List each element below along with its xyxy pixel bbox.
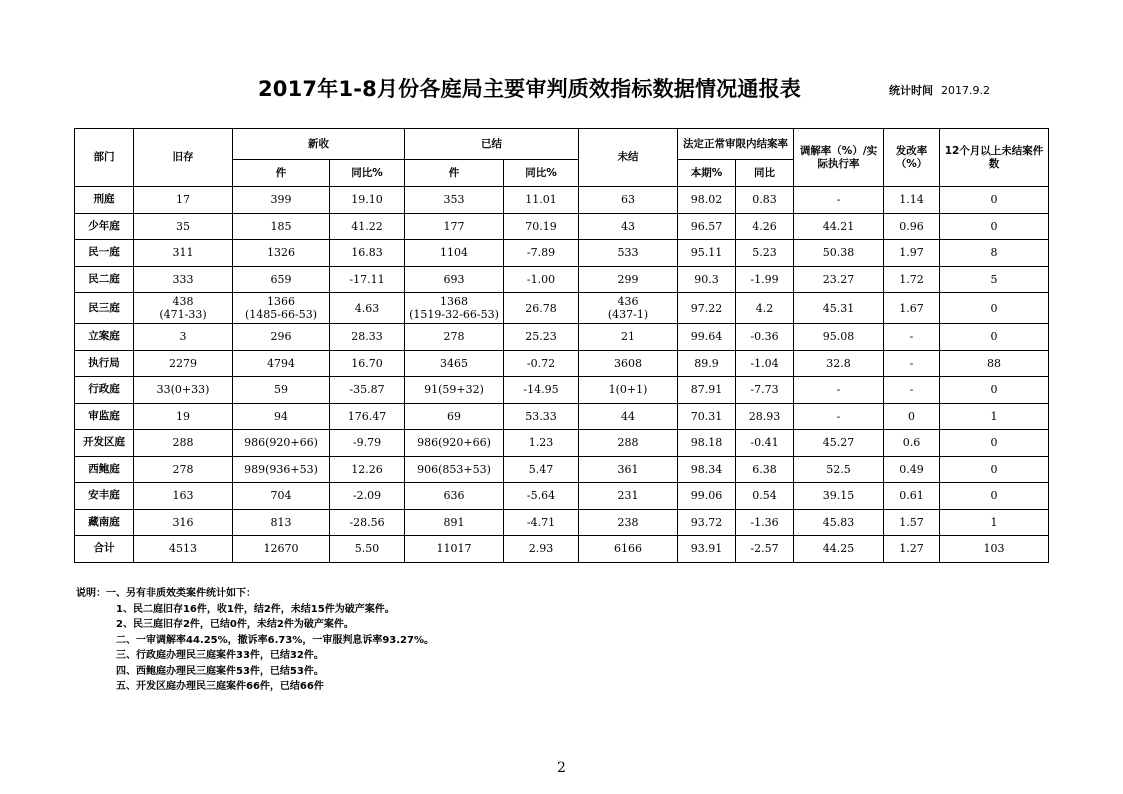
header-dept: 部门 xyxy=(75,129,134,187)
cell-rate-compare: 4.26 xyxy=(736,213,794,240)
cell-pending: 299 xyxy=(579,266,678,293)
cell-closed-count: 3465 xyxy=(405,350,504,377)
cell-remand-rate: 0.96 xyxy=(884,213,940,240)
cell-new-yoy: -2.09 xyxy=(330,483,405,510)
cell-old-stock-value: 438 xyxy=(172,295,194,308)
cell-closed-yoy: 2.93 xyxy=(504,536,579,563)
cell-closed-count: 906(853+53) xyxy=(405,456,504,483)
cell-closed-yoy: 25.23 xyxy=(504,324,579,351)
cell-dept: 合计 xyxy=(75,536,134,563)
cell-rate-current: 99.06 xyxy=(678,483,736,510)
cell-dept: 执行局 xyxy=(75,350,134,377)
cell-closed-count: 278 xyxy=(405,324,504,351)
cell-dept: 民三庭 xyxy=(75,293,134,324)
cell-rate-current: 89.9 xyxy=(678,350,736,377)
cell-dept: 民一庭 xyxy=(75,240,134,267)
cell-remand-rate: - xyxy=(884,350,940,377)
cell-old-stock-breakdown: (471-33) xyxy=(159,308,207,321)
cell-over-12-months: 0 xyxy=(940,187,1049,214)
cell-over-12-months: 88 xyxy=(940,350,1049,377)
cell-rate-current: 70.31 xyxy=(678,403,736,430)
cell-old-stock: 3 xyxy=(134,324,233,351)
table-row xyxy=(75,403,1049,430)
note-line: 五、开发区庭办理民三庭案件66件，已结66件 xyxy=(116,681,324,692)
cell-remand-rate: 1.14 xyxy=(884,187,940,214)
cell-closed-yoy: 1.23 xyxy=(504,430,579,457)
cell-rate-current: 98.34 xyxy=(678,456,736,483)
cell-old-stock: 278 xyxy=(134,456,233,483)
cell-closed-count xyxy=(405,293,504,324)
cell-mediation-rate: 52.5 xyxy=(794,456,884,483)
cell-old-stock: 288 xyxy=(134,430,233,457)
cell-over-12-months: 103 xyxy=(940,536,1049,563)
table-row xyxy=(75,509,1049,536)
cell-over-12-months: 1 xyxy=(940,403,1049,430)
cell-pending: 361 xyxy=(579,456,678,483)
cell-mediation-rate: 45.83 xyxy=(794,509,884,536)
cell-closed-yoy: -7.89 xyxy=(504,240,579,267)
cell-remand-rate: 0.6 xyxy=(884,430,940,457)
cell-rate-current: 98.02 xyxy=(678,187,736,214)
cell-pending: 238 xyxy=(579,509,678,536)
cell-remand-rate: - xyxy=(884,377,940,404)
cell-closed-count-breakdown: (1519-32-66-53) xyxy=(409,308,499,321)
cell-pending: 3608 xyxy=(579,350,678,377)
cell-dept: 开发区庭 xyxy=(75,430,134,457)
cell-dept: 民二庭 xyxy=(75,266,134,293)
cell-new-yoy: -35.87 xyxy=(330,377,405,404)
cell-dept: 行政庭 xyxy=(75,377,134,404)
cell-closed-count: 69 xyxy=(405,403,504,430)
cell-old-stock: 333 xyxy=(134,266,233,293)
cell-old-stock: 17 xyxy=(134,187,233,214)
cell-mediation-rate: 45.31 xyxy=(794,293,884,324)
header-new-yoy: 同比% xyxy=(330,160,405,187)
cell-closed-count: 693 xyxy=(405,266,504,293)
table-row xyxy=(75,187,1049,214)
cell-new-yoy: -17.11 xyxy=(330,266,405,293)
cell-new-count: 185 xyxy=(233,213,330,240)
table-row xyxy=(75,324,1049,351)
cell-pending-value: 436 xyxy=(617,295,639,308)
cell-mediation-rate: - xyxy=(794,187,884,214)
cell-rate-current: 98.18 xyxy=(678,430,736,457)
report-table xyxy=(74,128,1049,563)
cell-closed-yoy: -1.00 xyxy=(504,266,579,293)
cell-mediation-rate: 95.08 xyxy=(794,324,884,351)
cell-closed-count: 177 xyxy=(405,213,504,240)
cell-rate-current: 97.22 xyxy=(678,293,736,324)
table-row xyxy=(75,266,1049,293)
cell-mediation-rate: 39.15 xyxy=(794,483,884,510)
table-row xyxy=(75,377,1049,404)
cell-closed-yoy: 53.33 xyxy=(504,403,579,430)
table-row xyxy=(75,213,1049,240)
cell-pending: 21 xyxy=(579,324,678,351)
cell-old-stock xyxy=(134,293,233,324)
header-over-12-months: 12个月以上未结案件数 xyxy=(940,129,1049,187)
cell-remand-rate: 1.72 xyxy=(884,266,940,293)
table-row xyxy=(75,483,1049,510)
cell-mediation-rate: 44.25 xyxy=(794,536,884,563)
cell-mediation-rate: 50.38 xyxy=(794,240,884,267)
cell-remand-rate: 1.67 xyxy=(884,293,940,324)
cell-pending: 6166 xyxy=(579,536,678,563)
cell-new-count-value: 1366 xyxy=(267,295,295,308)
cell-remand-rate: - xyxy=(884,324,940,351)
cell-new-count xyxy=(233,293,330,324)
report-title: 2017年1-8月份各庭局主要审判质效指标数据情况通报表 xyxy=(258,77,801,101)
header-row-1 xyxy=(75,129,1049,160)
cell-new-yoy: -28.56 xyxy=(330,509,405,536)
cell-new-count: 704 xyxy=(233,483,330,510)
cell-rate-compare: -0.41 xyxy=(736,430,794,457)
cell-new-count: 813 xyxy=(233,509,330,536)
cell-closed-yoy: -14.95 xyxy=(504,377,579,404)
header-pending: 未结 xyxy=(579,129,678,187)
note-line: 说明：一、另有非质效类案件统计如下： xyxy=(76,588,256,599)
cell-new-yoy: 41.22 xyxy=(330,213,405,240)
cell-closed-yoy: 70.19 xyxy=(504,213,579,240)
cell-closed-yoy: 5.47 xyxy=(504,456,579,483)
cell-pending: 63 xyxy=(579,187,678,214)
cell-closed-count: 11017 xyxy=(405,536,504,563)
cell-dept: 刑庭 xyxy=(75,187,134,214)
cell-new-yoy: 19.10 xyxy=(330,187,405,214)
statistics-time-value: 2017.9.2 xyxy=(941,84,990,97)
cell-new-yoy: 16.83 xyxy=(330,240,405,267)
cell-over-12-months: 1 xyxy=(940,509,1049,536)
table-row xyxy=(75,350,1049,377)
cell-new-count: 986(920+66) xyxy=(233,430,330,457)
cell-closed-yoy: 11.01 xyxy=(504,187,579,214)
cell-rate-current: 93.91 xyxy=(678,536,736,563)
note-line: 二、一审调解率44.25%，撤诉率6.73%，一审服判息诉率93.27%。 xyxy=(116,634,434,646)
cell-closed-yoy: -4.71 xyxy=(504,509,579,536)
cell-closed-yoy: 26.78 xyxy=(504,293,579,324)
header-rate-compare: 同比 xyxy=(736,160,794,187)
cell-new-count: 296 xyxy=(233,324,330,351)
cell-new-yoy: 176.47 xyxy=(330,403,405,430)
table-row xyxy=(75,536,1049,563)
cell-closed-count: 1104 xyxy=(405,240,504,267)
cell-rate-compare: 0.54 xyxy=(736,483,794,510)
cell-rate-current: 93.72 xyxy=(678,509,736,536)
cell-rate-compare: -2.57 xyxy=(736,536,794,563)
cell-dept: 立案庭 xyxy=(75,324,134,351)
cell-remand-rate: 0.61 xyxy=(884,483,940,510)
statistics-time-label: 统计时间 xyxy=(889,84,933,97)
cell-new-count: 1326 xyxy=(233,240,330,267)
cell-new-count: 989(936+53) xyxy=(233,456,330,483)
cell-closed-count: 353 xyxy=(405,187,504,214)
cell-rate-compare: -1.04 xyxy=(736,350,794,377)
notes-section xyxy=(76,586,434,695)
cell-mediation-rate: 32.8 xyxy=(794,350,884,377)
cell-mediation-rate: 45.27 xyxy=(794,430,884,457)
cell-dept: 少年庭 xyxy=(75,213,134,240)
cell-new-count: 59 xyxy=(233,377,330,404)
header-closed-yoy: 同比% xyxy=(504,160,579,187)
report-body xyxy=(75,187,1049,563)
cell-new-count: 399 xyxy=(233,187,330,214)
cell-over-12-months: 0 xyxy=(940,430,1049,457)
table-row xyxy=(75,456,1049,483)
header-new-count: 件 xyxy=(233,160,330,187)
cell-rate-current: 95.11 xyxy=(678,240,736,267)
header-rate-current: 本期% xyxy=(678,160,736,187)
cell-rate-compare: -1.36 xyxy=(736,509,794,536)
cell-pending: 43 xyxy=(579,213,678,240)
cell-closed-count-value: 1368 xyxy=(440,295,468,308)
header-closed-count: 件 xyxy=(405,160,504,187)
cell-new-count: 12670 xyxy=(233,536,330,563)
cell-pending: 288 xyxy=(579,430,678,457)
cell-closed-count: 891 xyxy=(405,509,504,536)
cell-dept: 安丰庭 xyxy=(75,483,134,510)
cell-old-stock: 35 xyxy=(134,213,233,240)
cell-rate-current: 90.3 xyxy=(678,266,736,293)
cell-new-count: 659 xyxy=(233,266,330,293)
cell-rate-compare: 0.83 xyxy=(736,187,794,214)
cell-old-stock: 19 xyxy=(134,403,233,430)
cell-over-12-months: 0 xyxy=(940,483,1049,510)
cell-new-yoy: 4.63 xyxy=(330,293,405,324)
cell-rate-current: 96.57 xyxy=(678,213,736,240)
cell-rate-compare: -7.73 xyxy=(736,377,794,404)
statistics-time xyxy=(889,82,990,98)
note-line: 四、西鲍庭办理民三庭案件53件，已结53件。 xyxy=(116,665,324,677)
cell-closed-count: 986(920+66) xyxy=(405,430,504,457)
cell-closed-count: 636 xyxy=(405,483,504,510)
note-line: 1、民二庭旧存16件，收1件，结2件，未结15件为破产案件。 xyxy=(116,603,395,615)
cell-rate-compare: -0.36 xyxy=(736,324,794,351)
cell-dept: 审监庭 xyxy=(75,403,134,430)
cell-mediation-rate: 23.27 xyxy=(794,266,884,293)
cell-rate-current: 99.64 xyxy=(678,324,736,351)
header-new-cases: 新收 xyxy=(233,129,405,160)
header-closed: 已结 xyxy=(405,129,579,160)
cell-remand-rate: 0.49 xyxy=(884,456,940,483)
cell-remand-rate: 1.57 xyxy=(884,509,940,536)
cell-old-stock: 311 xyxy=(134,240,233,267)
cell-new-yoy: 12.26 xyxy=(330,456,405,483)
cell-rate-compare: 6.38 xyxy=(736,456,794,483)
cell-closed-count: 91(59+32) xyxy=(405,377,504,404)
cell-mediation-rate: 44.21 xyxy=(794,213,884,240)
cell-old-stock: 316 xyxy=(134,509,233,536)
cell-closed-yoy: -5.64 xyxy=(504,483,579,510)
cell-old-stock: 33(0+33) xyxy=(134,377,233,404)
cell-remand-rate: 1.97 xyxy=(884,240,940,267)
cell-over-12-months: 0 xyxy=(940,377,1049,404)
cell-pending xyxy=(579,293,678,324)
note-line: 2、民三庭旧存2件，已结0件，未结2件为破产案件。 xyxy=(116,619,354,630)
cell-over-12-months: 0 xyxy=(940,456,1049,483)
header-remand-rate: 发改率（%） xyxy=(884,129,940,187)
cell-dept: 藏南庭 xyxy=(75,509,134,536)
cell-over-12-months: 0 xyxy=(940,293,1049,324)
cell-over-12-months: 8 xyxy=(940,240,1049,267)
cell-closed-yoy: -0.72 xyxy=(504,350,579,377)
cell-new-yoy: -9.79 xyxy=(330,430,405,457)
cell-over-12-months: 0 xyxy=(940,213,1049,240)
cell-new-yoy: 16.70 xyxy=(330,350,405,377)
cell-pending: 44 xyxy=(579,403,678,430)
cell-old-stock: 4513 xyxy=(134,536,233,563)
cell-remand-rate: 0 xyxy=(884,403,940,430)
cell-rate-current: 87.91 xyxy=(678,377,736,404)
cell-pending: 533 xyxy=(579,240,678,267)
cell-over-12-months: 5 xyxy=(940,266,1049,293)
cell-pending-breakdown: (437-1) xyxy=(607,308,649,321)
cell-new-count: 4794 xyxy=(233,350,330,377)
note-line: 三、行政庭办理民三庭案件33件，已结32件。 xyxy=(116,650,324,661)
cell-old-stock: 2279 xyxy=(134,350,233,377)
header-legal-rate: 法定正常审限内结案率 xyxy=(678,129,794,160)
cell-pending: 1(0+1) xyxy=(579,377,678,404)
table-row xyxy=(75,240,1049,267)
table-row xyxy=(75,430,1049,457)
cell-new-yoy: 28.33 xyxy=(330,324,405,351)
cell-rate-compare: 5.23 xyxy=(736,240,794,267)
page-number: 2 xyxy=(557,760,566,776)
cell-pending: 231 xyxy=(579,483,678,510)
cell-mediation-rate: - xyxy=(794,377,884,404)
cell-remand-rate: 1.27 xyxy=(884,536,940,563)
cell-dept: 西鲍庭 xyxy=(75,456,134,483)
cell-mediation-rate: - xyxy=(794,403,884,430)
table-row xyxy=(75,293,1049,324)
cell-old-stock: 163 xyxy=(134,483,233,510)
cell-over-12-months: 0 xyxy=(940,324,1049,351)
cell-new-count: 94 xyxy=(233,403,330,430)
cell-new-yoy: 5.50 xyxy=(330,536,405,563)
cell-rate-compare: -1.99 xyxy=(736,266,794,293)
header-old-stock: 旧存 xyxy=(134,129,233,187)
header-mediation-rate: 调解率（%）/实际执行率 xyxy=(794,129,884,187)
cell-new-count-breakdown: (1485-66-53) xyxy=(244,308,317,321)
cell-rate-compare: 28.93 xyxy=(736,403,794,430)
cell-rate-compare: 4.2 xyxy=(736,293,794,324)
